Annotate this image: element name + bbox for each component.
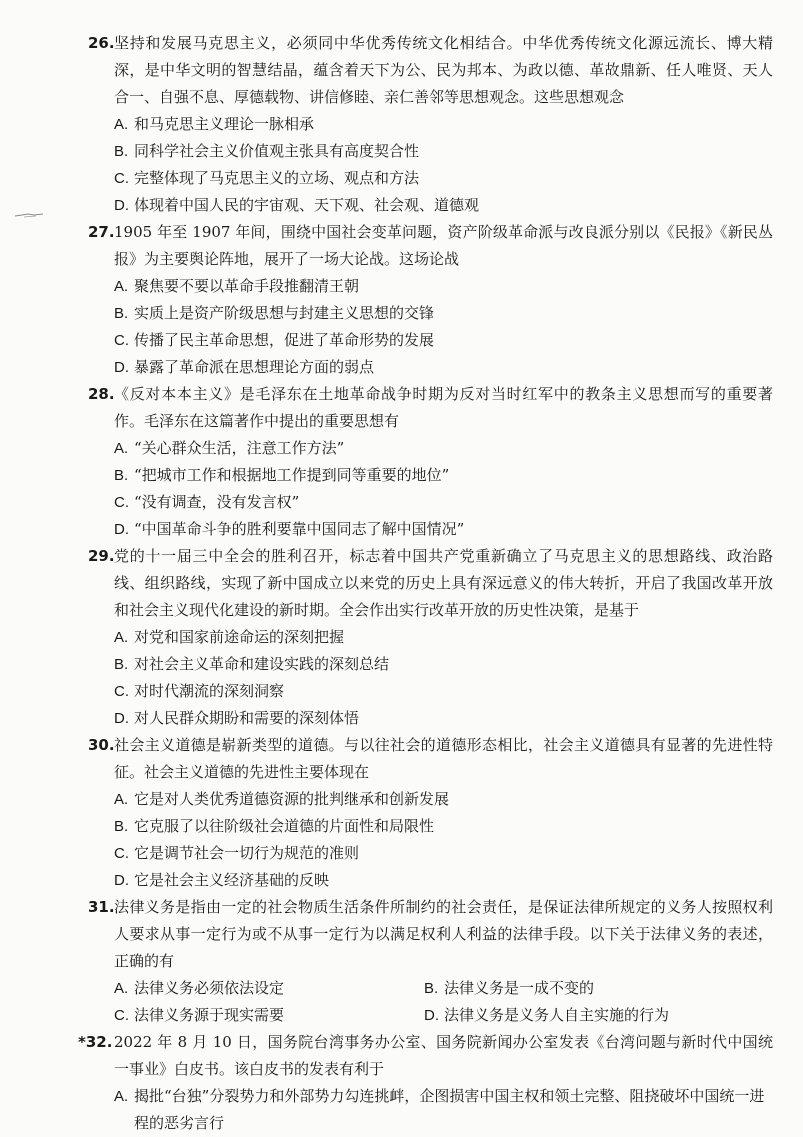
question-stem: 1905 年至 1907 年间，围绕中国社会变革问题，资产阶级革命派与改良派分别以《民报》《新民丛报》为主要舆论阵地，展开了一场大论战。这场论战 bbox=[114, 223, 773, 268]
option-b: B. 对社会主义革命和建设实践的深刻总结 bbox=[114, 655, 390, 673]
question-page bbox=[78, 30, 773, 1137]
question-number: *32. bbox=[78, 1033, 113, 1051]
option-d: D. 体现着中国人民的宇宙观、天下观、社会观、道德观 bbox=[114, 196, 480, 214]
option-c: C. 传播了民主革命思想，促进了革命形势的发展 bbox=[114, 331, 435, 349]
margin-scribble bbox=[14, 212, 44, 218]
question-stem: 法律义务是指由一定的社会物质生活条件所制约的社会责任，是保证法律所规定的义务人按照权利人要求从事一定行为或不从事一定行为以满足权利人利益的法律手段。以下关于法律义务的表述，正确的有 bbox=[114, 898, 773, 970]
option-b: B. “把城市工作和根据地工作提到同等重要的地位” bbox=[114, 466, 450, 484]
option-a: A. 和马克思主义理论一脉相承 bbox=[114, 115, 315, 133]
question-stem: 2022 年 8 月 10 日，国务院台湾事务办公室、国务院新闻办公室发表《台湾问题与新时代中国统一事业》白皮书。该白皮书的发表有利于 bbox=[114, 1033, 773, 1078]
question-stem: 《反对本本主义》是毛泽东在土地革命战争时期为反对当时红军中的教条主义思想而写的重要著作。毛泽东在这篇著作中提出的重要思想有 bbox=[114, 385, 773, 430]
option-d: D. “中国革命斗争的胜利要靠中国同志了解中国情况” bbox=[114, 520, 465, 538]
option-c: C. 完整体现了马克思主义的立场、观点和方法 bbox=[114, 169, 420, 187]
option-a: A. 法律义务必须依法设定 bbox=[114, 979, 285, 997]
question-stem: 坚持和发展马克思主义，必须同中华优秀传统文化相结合。中华优秀传统文化源远流长、博大精深，是中华文明的智慧结晶，蕴含着天下为公、民为邦本、为政以德、革故鼎新、任人唯贤、天人合一、自强不息、厚德载物、讲信修睦、亲仁善邻等思想观念。这些思想观念 bbox=[114, 34, 773, 106]
option-d: D. 暴露了革命派在思想理论方面的弱点 bbox=[114, 358, 375, 376]
question-31 bbox=[88, 894, 773, 1029]
question-number: 27. bbox=[88, 223, 115, 241]
question-number: 31. bbox=[88, 898, 115, 916]
option-c: C. 对时代潮流的深刻洞察 bbox=[114, 682, 285, 700]
question-number: 26. bbox=[88, 34, 115, 52]
option-c: C. 它是调节社会一切行为规范的准则 bbox=[114, 844, 360, 862]
question-number: 29. bbox=[88, 547, 115, 565]
option-b: B. 同科学社会主义价值观主张具有高度契合性 bbox=[114, 142, 420, 160]
question-29 bbox=[88, 543, 773, 732]
question-27 bbox=[88, 219, 773, 381]
option-c: C. “没有调查，没有发言权” bbox=[114, 493, 300, 511]
option-b: B. 实质上是资产阶级思想与封建主义思想的交锋 bbox=[114, 304, 435, 322]
question-26 bbox=[88, 30, 773, 219]
option-a: A. “关心群众生活，注意工作方法” bbox=[114, 439, 345, 457]
option-a: A. 揭批“台独”分裂势力和外部势力勾连挑衅，企图损害中国主权和领土完整、阻挠破坏中国统一进程的恶劣言行 bbox=[114, 1087, 765, 1132]
option-a: A. 对党和国家前途命运的深刻把握 bbox=[114, 628, 345, 646]
option-d: D. 它是社会主义经济基础的反映 bbox=[114, 871, 330, 889]
option-b: B. 法律义务是一成不变的 bbox=[424, 979, 595, 997]
question-number: 30. bbox=[88, 736, 115, 754]
option-c: C. 法律义务源于现实需要 bbox=[114, 1006, 285, 1024]
option-d: D. 法律义务是义务人自主实施的行为 bbox=[424, 1006, 670, 1024]
option-a: A. 它是对人类优秀道德资源的批判继承和创新发展 bbox=[114, 790, 450, 808]
question-stem: 党的十一届三中全会的胜利召开，标志着中国共产党重新确立了马克思主义的思想路线、政治路线、组织路线，实现了新中国成立以来党的历史上具有深远意义的伟大转折，开启了我国改革开放和社会主义现代化建设的新时期。全会作出实行改革开放的历史性决策，是基于 bbox=[114, 547, 773, 619]
question-30 bbox=[88, 732, 773, 894]
question-28 bbox=[88, 381, 773, 543]
option-b: B. 它克服了以往阶级社会道德的片面性和局限性 bbox=[114, 817, 435, 835]
option-a: A. 聚焦要不要以革命手段推翻清王朝 bbox=[114, 277, 360, 295]
question-32 bbox=[78, 1029, 773, 1137]
question-number: 28. bbox=[88, 385, 115, 403]
option-d: D. 对人民群众期盼和需要的深刻体悟 bbox=[114, 709, 360, 727]
question-stem: 社会主义道德是崭新类型的道德。与以往社会的道德形态相比，社会主义道德具有显著的先进性特征。社会主义道德的先进性主要体现在 bbox=[114, 736, 773, 781]
